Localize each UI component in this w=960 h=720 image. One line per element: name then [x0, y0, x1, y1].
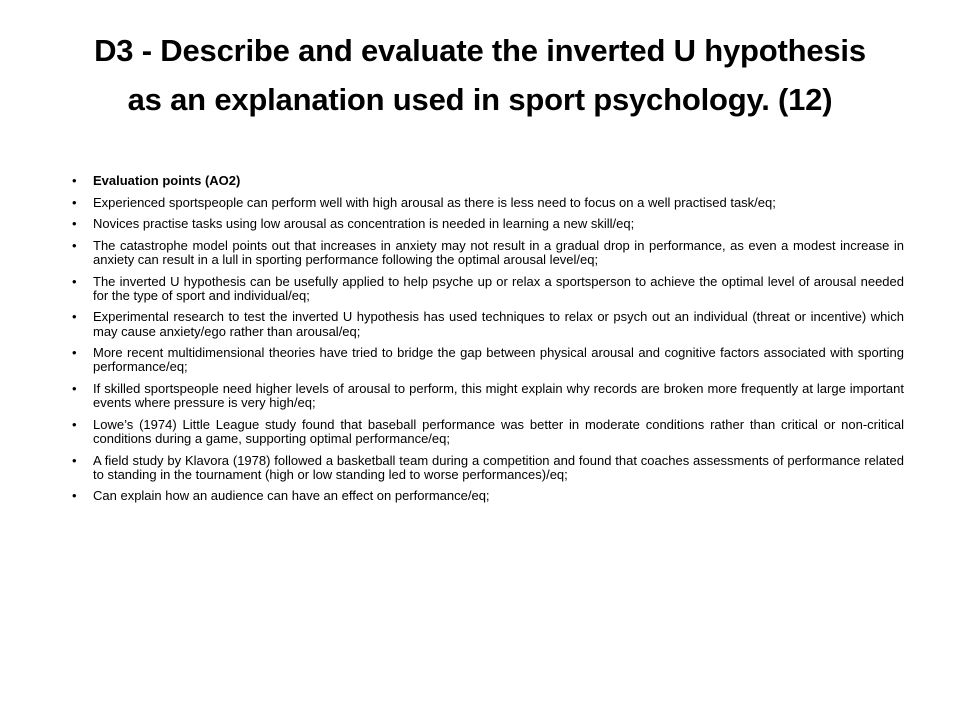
bullet-dot: • [72, 194, 77, 210]
bullet-item [72, 239, 904, 267]
bullet-dot: • [72, 237, 77, 253]
bullet-item-evaluation-heading [72, 174, 904, 188]
bullet-dot: • [72, 488, 77, 504]
bullet-dot: • [72, 452, 77, 468]
bullet-item [72, 489, 904, 503]
bullet-dot: • [72, 416, 77, 432]
bullet-text: A field study by Klavora (1978) followed a basketball team during a competition and found that coaches assessments of performance related to standing in the tournament (high or low standing led to worse performances)/eq; [93, 452, 904, 482]
bullet-item [72, 418, 904, 446]
title-line-2: as an explanation used in sport psychology. (12) [127, 82, 833, 117]
bullet-text: Evaluation points (AO2) [93, 173, 241, 188]
bullet-item [72, 382, 904, 410]
bullet-dot: • [72, 345, 77, 361]
bullet-dot: • [72, 309, 77, 325]
bullet-text: Lowe’s (1974) Little League study found that baseball performance was better in moderate conditions rather than critical or non-critical conditions during a game, supporting optimal performance/eq; [93, 416, 904, 446]
slide-title [60, 26, 900, 124]
bullet-text: Can explain how an audience can have an effect on performance/eq; [93, 488, 490, 504]
title-line-1: D3 - Describe and evaluate the inverted U hypothesis [94, 33, 866, 68]
bullet-item [72, 310, 904, 338]
bullet-dot: • [72, 216, 77, 232]
bullet-text: Experienced sportspeople can perform well with high arousal as there is less need to focus on a well practised task/eq; [93, 194, 776, 210]
bullet-item [72, 275, 904, 303]
bullet-dot: • [72, 173, 77, 188]
bullet-item [72, 454, 904, 482]
bullet-dot: • [72, 380, 77, 396]
bullet-item [72, 346, 904, 374]
bullet-dot: • [72, 273, 77, 289]
bullet-text: The catastrophe model points out that increases in anxiety may not result in a gradual drop in performance, as even a modest increase in anxiety can result in a lull in sporting performance following the optimal arousal level/eq; [93, 237, 904, 267]
bullet-item [72, 196, 904, 210]
bullet-text: Novices practise tasks using low arousal as concentration is needed in learning a new skill/eq; [93, 216, 635, 232]
bullet-text: The inverted U hypothesis can be usefully applied to help psyche up or relax a sportsperson to achieve the optimal level of arousal needed for the type of sport and individual/eq; [93, 273, 904, 303]
bullet-item [72, 217, 904, 231]
bullet-text: More recent multidimensional theories have tried to bridge the gap between physical arousal and cognitive factors associated with sporting performance/eq; [93, 345, 904, 375]
bullet-text: Experimental research to test the inverted U hypothesis has used techniques to relax or psych out an individual (threat or incentive) which may cause anxiety/ego rather than arousal/eq; [93, 309, 904, 339]
bullet-list [72, 174, 904, 511]
bullet-text: If skilled sportspeople need higher levels of arousal to perform, this might explain why records are broken more frequently at large important events where pressure is very high/eq; [93, 380, 904, 411]
